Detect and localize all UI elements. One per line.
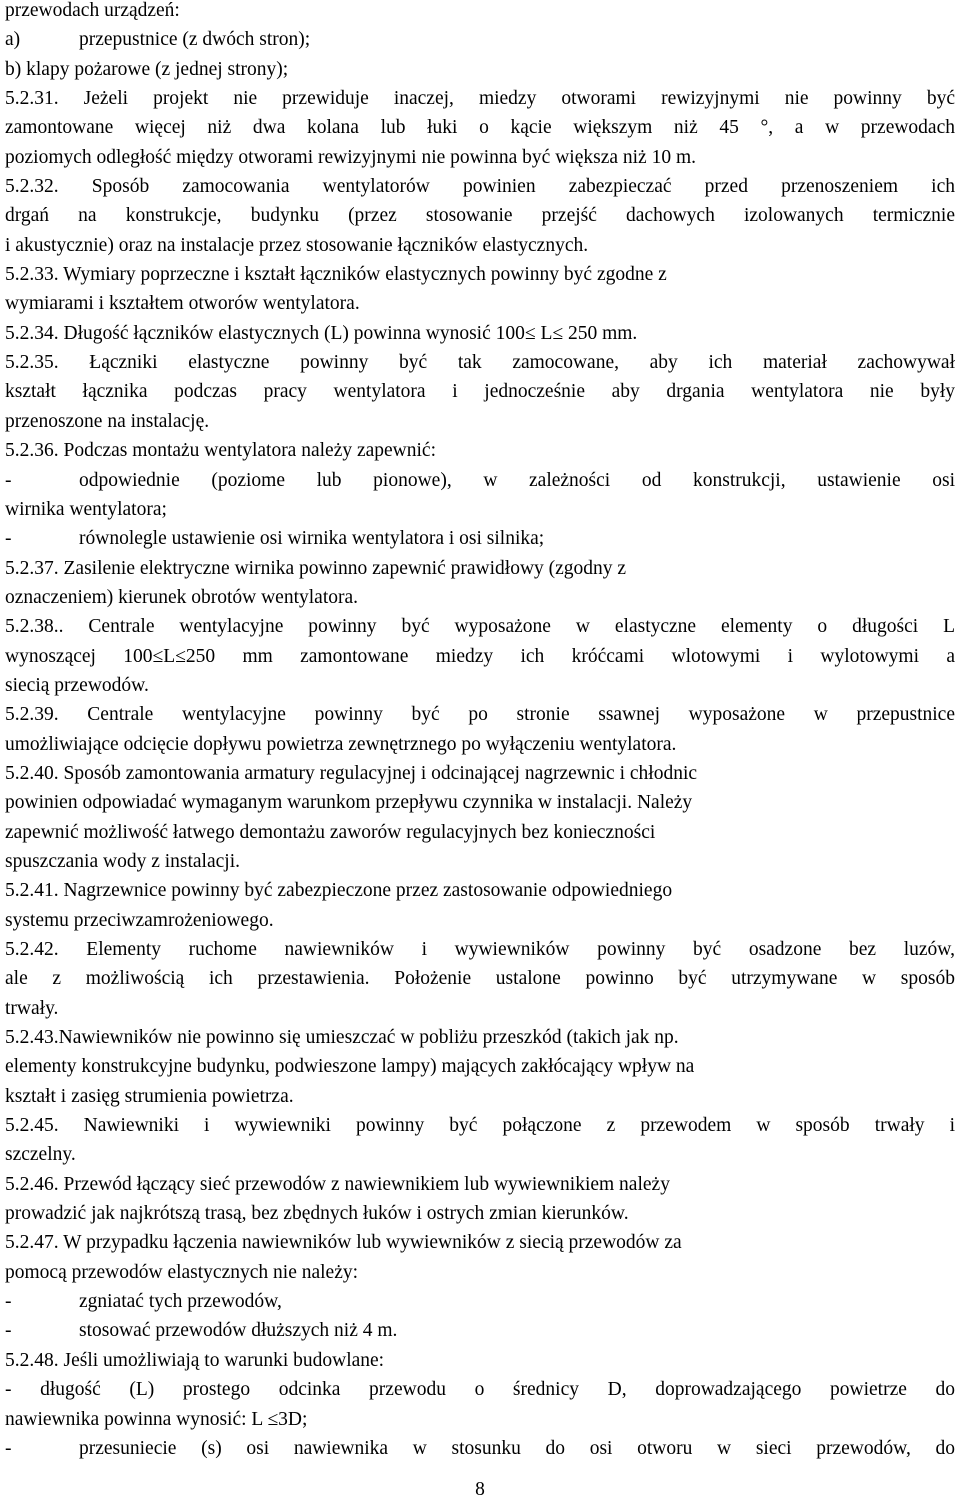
- line-text: kształt i zasięg strumienia powietrza.: [5, 1085, 294, 1107]
- text-line: [5, 876, 955, 905]
- line-text: - długość (L) prostego odcinka przewodu o średnicy D, doprowadzającego powietrze do: [5, 1379, 955, 1401]
- text-line: [5, 113, 955, 142]
- line-text: systemu przeciwzamrożeniowego.: [5, 909, 274, 931]
- text-line: [5, 172, 955, 201]
- line-text: przepustnice (z dwóch stron);: [79, 29, 311, 51]
- text-line: [5, 524, 955, 553]
- text-line: [5, 1023, 955, 1052]
- line-text: trwały.: [5, 997, 59, 1019]
- line-text: stosować przewodów dłuższych niż 4 m.: [79, 1320, 398, 1342]
- line-text: ale z możliwością ich przestawienia. Położenie ustalone powinno być utrzymywane w sposób: [5, 968, 955, 990]
- line-text: odpowiednie (poziome lub pionowe), w zależności od konstrukcji, ustawienie osi: [79, 469, 955, 491]
- line-text: elementy konstrukcyjne budynku, podwieszone lampy) mających zakłócający wpływ na: [5, 1056, 695, 1078]
- line-text: 5.2.39. Centrale wentylacyjne powinny być po stronie ssawnej wyposażone w przepustnice: [5, 704, 955, 726]
- line-text: 5.2.42. Elementy ruchome nawiewników i wywiewników powinny być osadzone bez luzów,: [5, 939, 955, 960]
- line-text: 5.2.33. Wymiary poprzeczne i kształt łączników elastycznych powinny być zgodne z: [5, 264, 667, 286]
- text-line: [5, 730, 955, 759]
- line-text: i akustycznie) oraz na instalacje przez stosowanie łączników elastycznych.: [5, 234, 589, 256]
- text-line: [5, 583, 955, 612]
- line-text: 5.2.41. Nagrzewnice powinny być zabezpieczone przez zastosowanie odpowiedniego: [5, 880, 673, 902]
- text-line: [5, 348, 955, 377]
- list-marker: -: [5, 1291, 12, 1313]
- line-text: wynoszącej 100≤L≤250 mm zamontowane miedzy ich króćcami wlotowymi i wylotowymi a: [5, 645, 955, 667]
- text-line: [5, 818, 955, 847]
- text-line: [5, 1140, 955, 1169]
- line-text: 5.2.36. Podczas montażu wentylatora należy zapewnić:: [5, 440, 437, 462]
- text-line: [5, 700, 955, 729]
- text-line: [5, 554, 955, 583]
- text-line: [5, 612, 955, 641]
- text-line: [5, 788, 955, 817]
- page-number: 8: [475, 1479, 485, 1500]
- text-line: [5, 1316, 955, 1345]
- line-text: wymiarami i kształtem otworów wentylatora.: [5, 293, 360, 315]
- list-marker: a): [5, 29, 21, 51]
- text-line: [5, 260, 955, 289]
- line-text: pomocą przewodów elastycznych nie należy:: [5, 1261, 359, 1283]
- text-line: [5, 759, 955, 788]
- text-line: [5, 1434, 955, 1463]
- text-line: [5, 642, 955, 671]
- list-marker: -: [5, 1437, 12, 1459]
- text-line: [5, 1111, 955, 1140]
- line-text: umożliwiające odcięcie dopływu powietrza zewnętrznego po wyłączeniu wentylatora.: [5, 733, 677, 755]
- text-line: [5, 1082, 955, 1111]
- text-line: [5, 377, 955, 406]
- text-line: [5, 84, 955, 113]
- line-text: przewodach urządzeń:: [5, 0, 180, 21]
- line-text: 5.2.43.Nawiewników nie powinno się umieszczać w pobliżu przeszkód (takich jak np.: [5, 1027, 679, 1049]
- line-text: oznaczeniem) kierunek obrotów wentylatora.: [5, 586, 359, 608]
- text-line: [5, 964, 955, 993]
- line-text: kształt łącznika podczas pracy wentylatora i jednocześnie aby drgania wentylatora nie były: [5, 381, 955, 403]
- line-text: powinien odpowiadać wymaganym warunkom przepływu czynnika w instalacji. Należy: [5, 792, 693, 814]
- line-text: wirnika wentylatora;: [5, 498, 167, 520]
- line-text: spuszczania wody z instalacji.: [5, 850, 240, 872]
- text-line: [5, 1346, 955, 1375]
- text-line: [5, 1287, 955, 1316]
- line-text: zgniatać tych przewodów,: [79, 1291, 282, 1313]
- line-text: b) klapy pożarowe (z jednej strony);: [5, 58, 289, 80]
- text-line: [5, 0, 955, 25]
- text-line: [5, 935, 955, 964]
- text-line: [5, 1052, 955, 1081]
- line-text: 5.2.47. W przypadku łączenia nawiewników lub wywiewników z siecią przewodów za: [5, 1232, 682, 1254]
- text-line: [5, 25, 955, 54]
- line-text: 5.2.32. Sposób zamocowania wentylatorów powinien zabezpieczać przed przenoszeniem ich: [5, 176, 955, 198]
- line-text: 5.2.40. Sposób zamontowania armatury regulacyjnej i odcinającej nagrzewnic i chłodnic: [5, 762, 698, 784]
- line-text: 5.2.34. Długość łączników elastycznych (L) powinna wynosić 100≤ L≤ 250 mm.: [5, 322, 638, 344]
- text-line: [5, 495, 955, 524]
- text-line: [5, 143, 955, 172]
- line-text: siecią przewodów.: [5, 674, 149, 696]
- text-line: [5, 1375, 955, 1404]
- line-text: 5.2.38.. Centrale wentylacyjne powinny być wyposażone w elastyczne elementy o długości L: [5, 616, 955, 638]
- line-text: drgań na konstrukcje, budynku (przez stosowanie przejść dachowych izolowanych termicznie: [5, 205, 955, 227]
- line-text: 5.2.46. Przewód łączący sieć przewodów z nawiewnikiem lub wywiewnikiem należy: [5, 1173, 670, 1195]
- list-marker: -: [5, 528, 12, 550]
- text-line: [5, 201, 955, 230]
- text-line: [5, 289, 955, 318]
- list-marker: -: [5, 469, 12, 491]
- list-marker: -: [5, 1320, 12, 1342]
- line-text: zamontowane więcej niż dwa kolana lub łuki o kącie większym niż 45 °, a w przewodach: [5, 117, 955, 139]
- text-line: [5, 1199, 955, 1228]
- line-text: nawiewnika powinna wynosić: L ≤3D;: [5, 1408, 308, 1430]
- text-line: [5, 466, 955, 495]
- line-text: 5.2.48. Jeśli umożliwiają to warunki budowlane:: [5, 1349, 385, 1371]
- text-line: [5, 231, 955, 260]
- line-text: równolegle ustawienie osi wirnika wentylatora i osi silnika;: [79, 528, 545, 550]
- text-line: [5, 319, 955, 348]
- text-line: [5, 906, 955, 935]
- line-text: szczelny.: [5, 1144, 76, 1166]
- line-text: 5.2.35. Łączniki elastyczne powinny być tak zamocowane, aby ich materiał zachowywał: [5, 352, 955, 374]
- text-line: [5, 55, 955, 84]
- line-text: przesuniecie (s) osi nawiewnika w stosunku do osi otworu w sieci przewodów, do: [79, 1437, 955, 1459]
- text-line: [5, 1228, 955, 1257]
- line-text: przenoszone na instalację.: [5, 410, 210, 432]
- line-text: zapewnić możliwość łatwego demontażu zaworów regulacyjnych bez konieczności: [5, 821, 656, 843]
- line-text: prowadzić jak najkrótszą trasą, bez zbędnych łuków i ostrych zmian kierunków.: [5, 1203, 629, 1225]
- text-line: [5, 1170, 955, 1199]
- document-body: [5, 0, 955, 1463]
- text-line: [5, 407, 955, 436]
- text-line: [5, 1258, 955, 1287]
- line-text: 5.2.31. Jeżeli projekt nie przewiduje inaczej, miedzy otworami rewizyjnymi nie powinny być: [5, 88, 955, 110]
- text-line: [5, 436, 955, 465]
- text-line: [5, 1405, 955, 1434]
- text-line: [5, 671, 955, 700]
- text-line: [5, 994, 955, 1023]
- line-text: 5.2.37. Zasilenie elektryczne wirnika powinno zapewnić prawidłowy (zgodny z: [5, 557, 627, 579]
- line-text: 5.2.45. Nawiewniki i wywiewniki powinny być połączone z przewodem w sposób trwały i: [5, 1115, 955, 1137]
- line-text: poziomych odległość między otworami rewizyjnymi nie powinna być większa niż 10 m.: [5, 146, 696, 168]
- text-line: [5, 847, 955, 876]
